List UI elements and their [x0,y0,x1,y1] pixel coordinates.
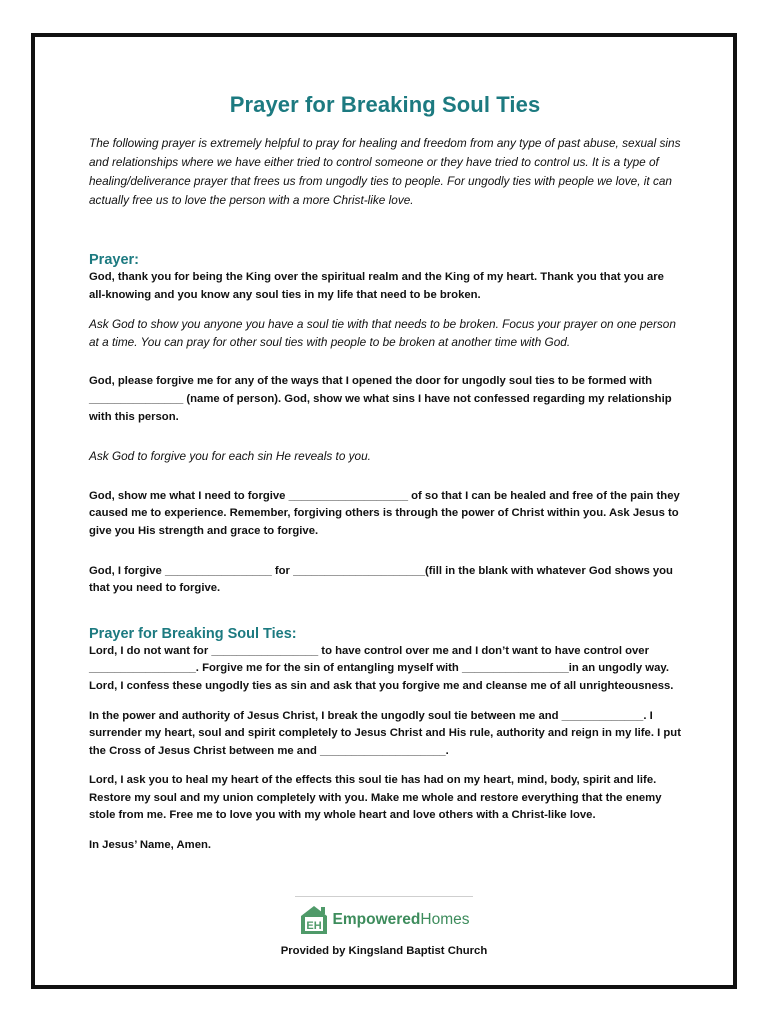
empowered-homes-logo [299,903,470,937]
document-body [89,92,681,867]
instruction-paragraph: Ask God to forgive you for each sin He reveals to you. [89,449,371,464]
house-logo-icon [299,904,329,936]
closing-line: In Jesus’ Name, Amen. [89,839,212,852]
logo-mark-letters: EH [305,920,322,932]
breaking-paragraph: Lord, I ask you to heal my heart of the effects this soul tie has had on my heart, mind, body, spirit and life. Restore my soul and my union completely with you. Make me whole and restore everything that the enemy stole from me. Free me to love you with my whole heart and love others with a Christ-like love. [89,774,662,822]
breaking-paragraph: Lord, I do not want for _________________ to have control over me and I don’t want to have control over _________________. Forgive me for the sin of entangling myself with _________________in an ungodly way. Lord, I confess these ungodly ties as sin and ask that you forgive me and cleanse me of all unrighteousness. [89,644,674,692]
logo-wordmark [333,912,470,928]
breaking-soul-ties-heading: Prayer for Breaking Soul Ties: [89,625,297,642]
instruction-paragraph: Ask God to show you anyone you have a soul tie with that needs to be broken. Focus your prayer on one person at a time. You can pray for other soul ties with people to be broken at another time with God. [89,317,676,349]
footer [31,896,737,957]
logo-divider [295,896,473,897]
logo-wordmark-light: Homes [420,911,470,929]
prayer-heading: Prayer: [89,252,139,268]
logo-wordmark-bold: Empowered [332,911,421,929]
breaking-paragraph: In the power and authority of Jesus Christ, I break the ungodly soul tie between me and _____________. I surrender my heart, soul and spirit completely to Jesus Christ and His rule, authority and reign in my life. I put the Cross of Jesus Christ between me and ____________________. [89,709,681,757]
intro-paragraph: The following prayer is extremely helpful to pray for healing and freedom from any type of past abuse, sexual sins and relationships where we have either tried to control someone or they have tried to control us. It is a type of healing/deliverance prayer that frees us from ungodly ties to people. For ungodly ties with people we love, it can actually free us to love the person with a more Christ-like love. [89,136,681,207]
prayer-paragraph: God, thank you for being the King over the spiritual realm and the King of my heart. Thank you that you are all-knowing and you know any soul ties in my life that need to be broken. [89,271,664,301]
provided-by-text: Provided by Kingsland Baptist Church [280,945,488,957]
prayer-paragraph: God, please forgive me for any of the ways that I opened the door for ungodly soul ties to be formed with _______________ (name of person). God, show we what sins I have not confessed regarding my relationship with this person. [89,375,672,423]
prayer-paragraph: God, I forgive _________________ for _____________________(fill in the blank with whatever God shows you that you need to forgive. [89,564,673,595]
document-title: Prayer for Breaking Soul Ties [229,92,541,117]
prayer-paragraph: God, show me what I need to forgive ___________________ of so that I can be healed and free of the pain they caused me to experience. Remember, forgiving others is through the power of Christ within you. Ask Jesus to give you His strength and grace to forgive. [89,489,680,537]
